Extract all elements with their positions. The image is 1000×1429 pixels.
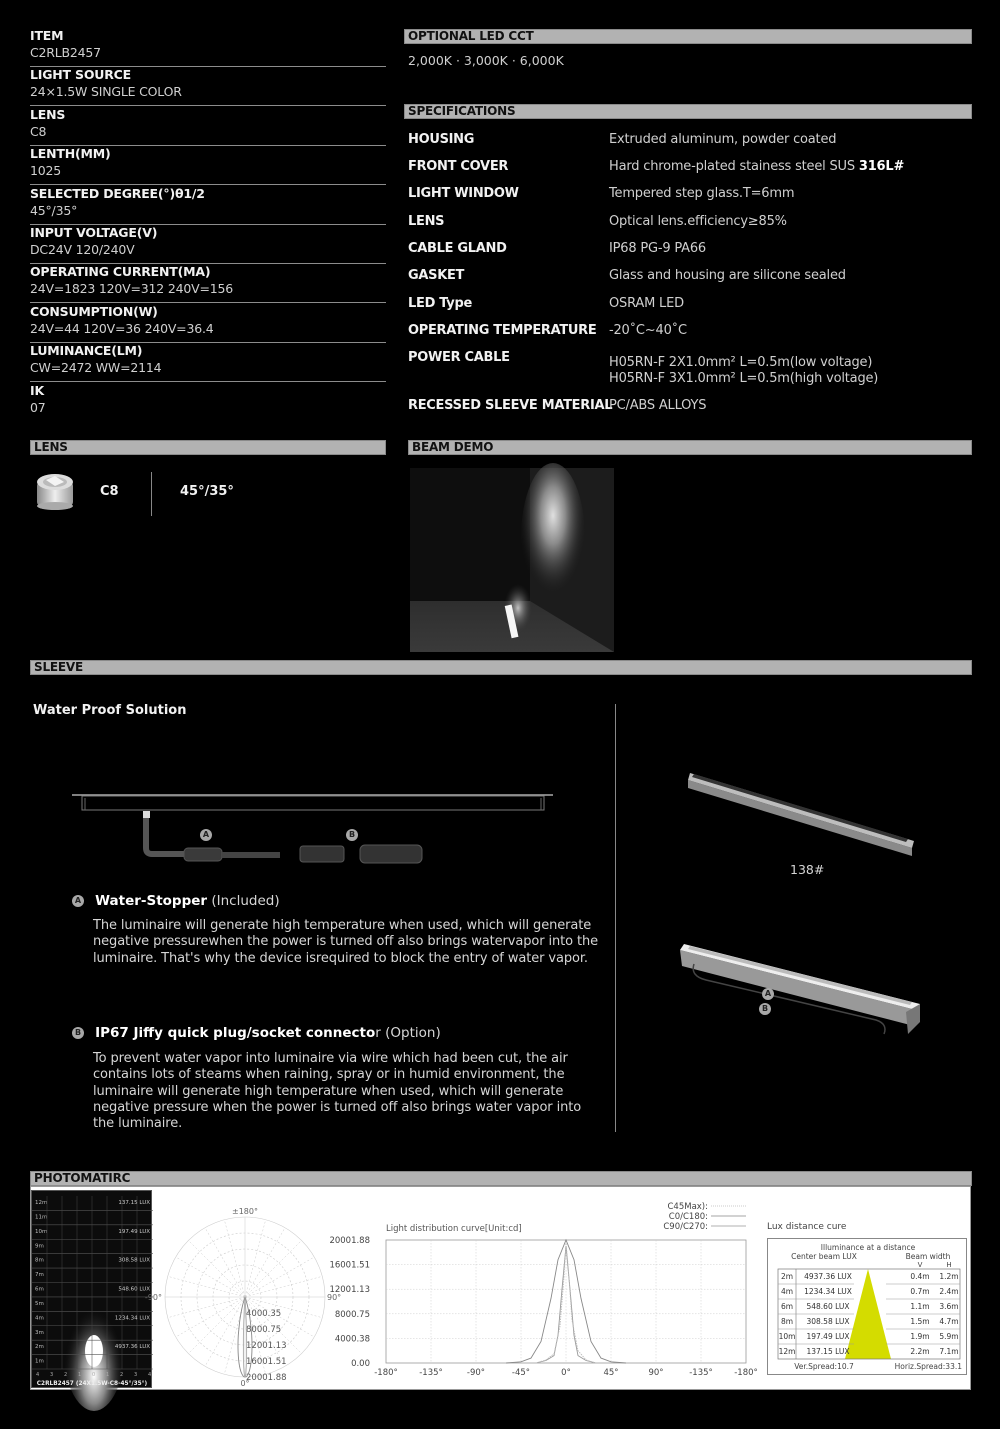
spec-value: Extruded aluminum, powder coated [609, 132, 837, 147]
marker-b-render: B [759, 1003, 771, 1015]
polar-radial-tick: 4000.35 [246, 1309, 282, 1319]
info-label: LENS [30, 107, 66, 122]
lux-horiz-spread: Horiz.Spread:33.1 [894, 1362, 962, 1371]
marker-a-render: A [762, 988, 774, 1000]
info-value: 07 [30, 400, 46, 415]
spec-value: H05RN-F 2X1.0mm² L=0.5m(low voltage) [609, 355, 873, 370]
info-label: LENTH(MM) [30, 146, 111, 161]
sleeve-divider [615, 704, 616, 1132]
lux-row-distance: 6m [780, 1302, 794, 1311]
sleeve-product-render [680, 768, 920, 858]
isolux-x-tick: 0 [92, 1372, 96, 1378]
info-value: 24V=1823 120V=312 240V=156 [30, 281, 233, 296]
line-svg [330, 1195, 760, 1385]
lux-row-distance: 8m [780, 1317, 794, 1326]
polar-radial-tick: 20001.88 [246, 1373, 287, 1383]
item-b-title: IP67 Jiffy quick plug/socket connecto [95, 1025, 376, 1041]
section-header-specifications: SPECIFICATIONS [404, 104, 972, 119]
polar-spoke [168, 1276, 245, 1297]
isolux-svg [32, 1191, 153, 1389]
line-chart-y-tick: 20001.88 [329, 1236, 370, 1246]
lux-col-center: Center beam LUX [791, 1252, 857, 1261]
item-a-heading [72, 890, 280, 909]
lux-row-h: 5.9m [939, 1332, 959, 1341]
marker-b-icon: B [72, 1027, 84, 1039]
isolux-chart [31, 1190, 152, 1388]
lux-row-value: 548.60 LUX [806, 1302, 850, 1311]
lux-col-h: H [946, 1261, 952, 1269]
isolux-x-tick: 2 [64, 1372, 68, 1378]
line-chart-x-tick: 90° [648, 1368, 664, 1378]
lux-row-v: 2.2m [910, 1347, 930, 1356]
info-item-consumption [30, 303, 386, 343]
lux-row-value: 197.49 LUX [806, 1332, 850, 1341]
spec-label: OPERATING TEMPERATURE [408, 323, 597, 338]
spec-label: CABLE GLAND [408, 241, 507, 256]
info-label: OPERATING CURRENT(MA) [30, 264, 211, 279]
info-label: LIGHT SOURCE [30, 67, 131, 82]
polar-label-left: -90° [144, 1293, 162, 1302]
spec-label: POWER CABLE [408, 350, 510, 365]
isolux-x-tick: 4 [36, 1372, 40, 1378]
info-item-lens [30, 106, 386, 146]
polar-radial-tick: 12001.13 [246, 1341, 287, 1351]
spec-value: Tempered step glass.T=6mm [609, 186, 795, 201]
lux-row-h: 7.1m [939, 1347, 959, 1356]
info-label: INPUT VOLTAGE(V) [30, 225, 158, 240]
assembly-render [676, 942, 926, 1042]
isolux-lux-label: 4937.36 LUX [114, 1344, 150, 1351]
isolux-x-tick: 1 [78, 1372, 82, 1378]
lux-row-h: 1.2m [939, 1272, 959, 1281]
spec-value-wrap [609, 159, 904, 175]
line-chart-y-tick: 4000.38 [334, 1334, 370, 1345]
marker-a-icon: A [72, 895, 84, 907]
light-distribution-chart [330, 1195, 760, 1385]
polar-spoke [176, 1297, 245, 1337]
spec-value: Hard chrome-plated stainess steel SUS [609, 159, 859, 174]
cct-options: 2,000K · 3,000K · 6,000K [408, 53, 564, 68]
polar-radial-tick: 16001.51 [246, 1357, 287, 1367]
isolux-x-tick: 1 [106, 1372, 110, 1378]
line-chart-y-tick: 16001.51 [329, 1260, 370, 1271]
lux-row-v: 1.5m [910, 1317, 930, 1326]
item-a-note: (Included) [207, 893, 280, 909]
lux-table-header: Illuminance at a distance [820, 1243, 916, 1252]
lens-model: C8 [100, 484, 119, 499]
isolux-lux-label: 308.58 LUX [118, 1257, 150, 1264]
spec-label: LIGHT WINDOW [408, 186, 519, 201]
isolux-lux-label: 197.49 LUX [118, 1228, 150, 1235]
info-item-degree [30, 185, 386, 225]
lens-icon [34, 470, 76, 512]
polar-radial-tick: 8000.75 [246, 1325, 282, 1335]
isolux-lux-label: 137.15 LUX [118, 1200, 150, 1206]
item-a-title: Water-Stopper [95, 893, 208, 909]
polar-spoke [245, 1276, 322, 1297]
spec-label: LED Type [408, 296, 473, 311]
lux-svg [768, 1239, 968, 1376]
line-chart-x-tick: -90° [466, 1368, 486, 1378]
lux-distance-table [767, 1238, 967, 1375]
line-chart-y-tick: 8000.75 [334, 1309, 370, 1320]
spec-label: GASKET [408, 268, 465, 283]
isolux-row-label: 5m [35, 1300, 44, 1307]
line-chart-x-tick: -45° [511, 1368, 531, 1378]
section-header-optional-cct: OPTIONAL LED CCT [404, 29, 972, 44]
line-legend-label: C45Max): [667, 1202, 708, 1212]
isolux-row-label: 9m [35, 1243, 44, 1250]
info-item-length [30, 145, 386, 185]
line-chart-title: Light distribution curve[Unit:cd] [386, 1224, 522, 1234]
product-code: 138# [790, 862, 825, 877]
isolux-row-label: 3m [35, 1329, 44, 1336]
section-header-sleeve: SLEEVE [30, 660, 972, 675]
spec-label: RECESSED SLEEVE MATERIAL [408, 398, 613, 413]
polar-label-right: 90° [327, 1293, 342, 1302]
isolux-x-tick: 2 [120, 1372, 124, 1378]
lux-row-v: 0.7m [910, 1287, 930, 1296]
polar-svg [144, 1205, 345, 1388]
spec-value: -20˚C~40˚C [609, 323, 687, 338]
marker-b-diagram: B [346, 829, 358, 841]
polar-spoke [168, 1297, 245, 1318]
spec-label: FRONT COVER [408, 159, 509, 174]
section-header-photometric: PHOTOMATIRC [30, 1171, 972, 1186]
lux-row-value: 137.15 LUX [806, 1347, 850, 1356]
sleeve-subtitle: Water Proof Solution [33, 703, 187, 718]
polar-spoke [176, 1257, 245, 1297]
polar-spoke [245, 1240, 302, 1297]
info-value: C8 [30, 124, 47, 139]
spec-value: Glass and housing are silicone sealed [609, 268, 846, 283]
line-chart-x-tick: -180° [374, 1368, 398, 1378]
lens-divider [151, 472, 152, 516]
line-chart-y-tick: 0.00 [351, 1359, 370, 1369]
lux-row-distance: 4m [780, 1287, 794, 1296]
isolux-x-tick: 3 [134, 1372, 138, 1378]
lux-row-v: 1.9m [910, 1332, 930, 1341]
lux-row-value: 4937.36 LUX [804, 1272, 852, 1281]
info-value: C2RLB2457 [30, 45, 101, 60]
info-value: 24V=44 120V=36 240V=36.4 [30, 321, 214, 336]
lux-table-title: Lux distance cure [767, 1222, 847, 1232]
lux-ver-spread: Ver.Spread:10.7 [794, 1362, 854, 1371]
lux-row-distance: 2m [780, 1272, 794, 1281]
lux-row-h: 4.7m [939, 1317, 959, 1326]
lux-col-v: V [917, 1261, 923, 1269]
lux-row-v: 0.4m [910, 1272, 930, 1281]
polar-chart [144, 1205, 345, 1388]
info-label: SELECTED DEGREE(°)θ1/2 [30, 186, 205, 201]
line-chart-x-tick: -135° [419, 1368, 443, 1378]
isolux-lux-label: 1234.34 LUX [114, 1315, 150, 1322]
lux-col-beam: Beam width [905, 1252, 951, 1261]
lux-row-h: 2.4m [939, 1287, 959, 1296]
isolux-row-label: 1m [35, 1358, 44, 1365]
polar-spoke [188, 1297, 245, 1354]
info-item-ik [30, 382, 386, 422]
isolux-row-label: 6m [35, 1286, 44, 1293]
lux-row-h: 3.6m [939, 1302, 959, 1311]
section-header-beam-demo: BEAM DEMO [408, 440, 972, 455]
lux-row-value: 1234.34 LUX [804, 1287, 852, 1296]
spec-label: LENS [408, 214, 445, 229]
polar-label-top: ±180° [232, 1207, 258, 1216]
lens-angle: 45°/35° [180, 484, 234, 499]
item-b-title-tail: r [375, 1025, 381, 1041]
sleeve-diagram [70, 790, 560, 870]
spec-value: OSRAM LED [609, 296, 684, 311]
info-item-luminance [30, 342, 386, 382]
isolux-x-tick: 3 [50, 1372, 54, 1378]
spec-value-bold: 316L# [858, 159, 905, 174]
polar-spoke [224, 1220, 245, 1297]
info-value: 1025 [30, 163, 62, 178]
marker-a-diagram: A [200, 829, 212, 841]
line-chart-x-tick: -180° [734, 1368, 758, 1378]
polar-spoke [205, 1228, 245, 1297]
isolux-row-label: 10m [35, 1228, 48, 1235]
item-a-description: The luminaire will generate high temperature when used, which will generate negative pressurewhen the power is turned off also brings watervapor into the luminaire. That's why the device isrequired to block the entry of water vapor. [93, 918, 599, 966]
polar-label-bottom: 0° [240, 1379, 250, 1388]
info-item-light-source [30, 66, 386, 106]
item-b-description: To prevent water vapor into luminaire via wire which had been cut, the air contains lots of steams when raining, spray or in humid environment, the luminaire will generate high temperature when used, which will generate negative pressure when the power is turned off also brings water vapor into the luminaire. [93, 1051, 582, 1132]
isolux-row-label: 4m [35, 1315, 44, 1322]
isolux-x-tick: 4 [148, 1372, 152, 1378]
isolux-row-label: 12m [35, 1200, 48, 1206]
lux-row-value: 308.58 LUX [806, 1317, 850, 1326]
isolux-row-label: 11m [35, 1214, 48, 1221]
polar-spoke [245, 1220, 266, 1297]
spec-value: PC/ABS ALLOYS [609, 398, 707, 413]
spec-label: HOUSING [408, 132, 475, 147]
isolux-row-label: 2m [35, 1344, 44, 1351]
polar-spoke [188, 1240, 245, 1297]
info-item-item [30, 27, 386, 67]
info-item-operating-current [30, 263, 386, 303]
polar-spoke [245, 1257, 314, 1297]
section-header-lens: LENS [30, 440, 386, 455]
line-chart-x-tick: 45° [603, 1368, 619, 1378]
info-label: ITEM [30, 28, 64, 43]
info-value: DC24V 120/240V [30, 242, 135, 257]
info-label: CONSUMPTION(W) [30, 304, 158, 319]
line-chart-x-tick: -135° [689, 1368, 713, 1378]
beam-demo-image [410, 468, 614, 652]
info-value: 45°/35° [30, 203, 78, 218]
lux-row-v: 1.1m [910, 1302, 930, 1311]
polar-spoke [245, 1228, 285, 1297]
isolux-caption: C2RLB2457 (24X1.5W-C8-45°/35°) [36, 1381, 148, 1387]
isolux-lux-label: 548.60 LUX [118, 1286, 150, 1293]
spec-value-2: H05RN-F 3X1.0mm² L=0.5m(high voltage) [609, 371, 879, 386]
info-label: IK [30, 383, 44, 398]
line-legend-label: C90/C270: [663, 1222, 708, 1232]
info-item-input-voltage [30, 224, 386, 264]
isolux-hotspot [85, 1335, 103, 1367]
line-legend-label: C0/C180: [668, 1212, 708, 1222]
spec-value: IP68 PG-9 PA66 [609, 241, 706, 256]
item-b-note: (Option) [380, 1025, 441, 1041]
isolux-row-label: 7m [35, 1272, 44, 1279]
line-chart-x-tick: 0° [561, 1368, 571, 1378]
spec-value: Optical lens.efficiency≥85% [609, 214, 787, 229]
lux-row-distance: 12m [778, 1347, 796, 1356]
info-value: 24×1.5W SINGLE COLOR [30, 84, 182, 99]
info-value: CW=2472 WW=2114 [30, 360, 162, 375]
lux-row-distance: 10m [778, 1332, 796, 1341]
info-label: LUMINANCE(LM) [30, 343, 143, 358]
item-b-heading [72, 1022, 441, 1041]
isolux-row-label: 8m [35, 1257, 44, 1264]
line-chart-y-tick: 12001.13 [329, 1285, 370, 1296]
